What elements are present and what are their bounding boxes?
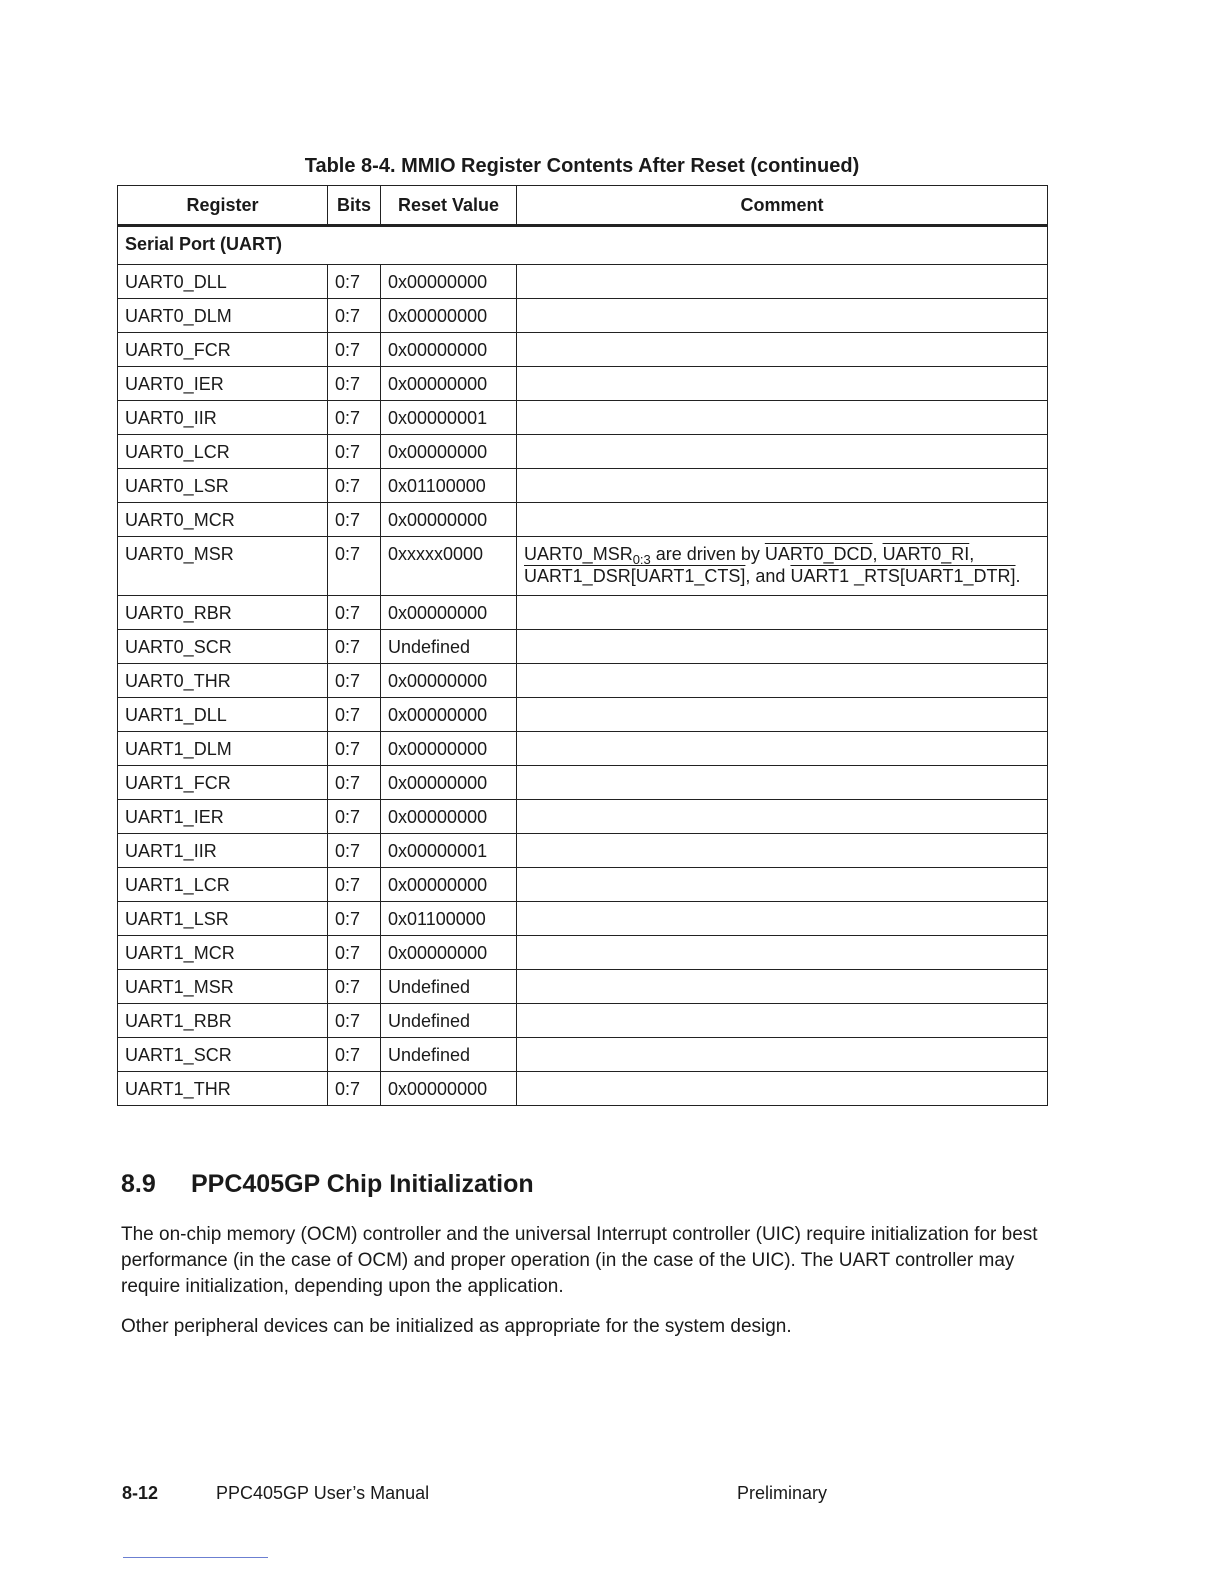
register-cell: UART0_MSR [118,537,328,596]
body-paragraph: Other peripheral devices can be initialized as appropriate for the system design. [121,1316,792,1337]
section-row [118,226,1048,265]
comment-text: UART0_DCD [764,544,873,564]
comment-cell [517,503,1048,537]
reset-value-cell: 0x00000000 [381,1072,517,1106]
reset-value-cell: 0x00000000 [381,333,517,367]
comment-cell [517,435,1048,469]
comment-cell [517,265,1048,299]
reset-value-cell: 0x00000000 [381,664,517,698]
register-cell: UART0_DLM [118,299,328,333]
reset-value-cell: 0x00000001 [381,401,517,435]
register-cell: UART0_THR [118,664,328,698]
reset-value-cell: 0x00000000 [381,732,517,766]
register-cell: UART0_MCR [118,503,328,537]
body-paragraph: The on-chip memory (OCM) controller and the universal Interrupt controller (UIC) require initialization for best performance (in the case of OCM) and proper operation (in the case of the UIC). The UART controller may require initialization, depending upon the application. [121,1224,1038,1297]
register-cell: UART1_IIR [118,834,328,868]
reset-value-cell: 0x00000000 [381,265,517,299]
table-header-row [118,186,1048,226]
table-row [118,936,1048,970]
comment-text: , [969,544,975,564]
table-title: Table 8-4. MMIO Register Contents After Reset (continued) [304,155,860,177]
reset-value-cell: 0x01100000 [381,902,517,936]
register-cell: UART1_THR [118,1072,328,1106]
comment-cell [517,902,1048,936]
table-row [118,333,1048,367]
reset-value-cell: 0x00000000 [381,435,517,469]
bits-cell: 0:7 [328,1072,381,1106]
table-row [118,503,1048,537]
register-cell: UART1_SCR [118,1038,328,1072]
bits-cell: 0:7 [328,868,381,902]
reset-value-cell: 0x00000000 [381,596,517,630]
comment-cell [517,1038,1048,1072]
comment-text: UART0_MSR [524,544,633,564]
table-row [118,1038,1048,1072]
register-cell: UART0_FCR [118,333,328,367]
comment-cell [517,834,1048,868]
bits-cell: 0:7 [328,936,381,970]
table-row [118,732,1048,766]
section-label: Serial Port (UART) [118,226,1048,265]
reset-value-cell: 0x00000000 [381,868,517,902]
comment-text: , and [745,566,791,586]
bits-cell: 0:7 [328,698,381,732]
register-cell: UART1_FCR [118,766,328,800]
table-row [118,596,1048,630]
comment-text: 0:3 [632,552,651,567]
bits-cell: 0:7 [328,537,381,596]
section-heading [121,1170,534,1199]
register-cell: UART1_DLM [118,732,328,766]
comment-cell [517,936,1048,970]
comment-cell [517,766,1048,800]
register-cell: UART0_IER [118,367,328,401]
comment-text: UART1_DSR[UART1_CTS] [524,566,746,586]
table-row [118,664,1048,698]
bits-cell: 0:7 [328,435,381,469]
table-row [118,299,1048,333]
comment-text: , [872,544,883,564]
bits-cell: 0:7 [328,401,381,435]
table-row [118,401,1048,435]
comment-text: UART0_RI [882,544,970,564]
table-row [118,698,1048,732]
page-edge-mark [123,1557,268,1558]
footer-status: Preliminary [737,1483,828,1503]
footer-page-number: 8-12 [122,1483,159,1503]
bits-cell: 0:7 [328,265,381,299]
comment-cell [517,970,1048,1004]
reset-value-cell: Undefined [381,970,517,1004]
table-row [118,630,1048,664]
register-cell: UART0_RBR [118,596,328,630]
register-cell: UART0_LSR [118,469,328,503]
reset-value-cell: Undefined [381,630,517,664]
bits-cell: 0:7 [328,800,381,834]
table-row [118,537,1048,596]
table-row [118,834,1048,868]
table-row [118,902,1048,936]
register-cell: UART1_MSR [118,970,328,1004]
table-row [118,435,1048,469]
reset-value-cell: 0x00000000 [381,503,517,537]
section-number: 8.9 [121,1170,156,1198]
reset-value-cell: 0x00000000 [381,698,517,732]
comment-cell [517,868,1048,902]
comment-cell [517,732,1048,766]
header-reset-value: Reset Value [381,186,517,226]
table-row [118,1004,1048,1038]
section-title: PPC405GP Chip Initialization [191,1170,534,1198]
comment-cell [517,698,1048,732]
header-comment: Comment [517,186,1048,226]
comment-cell [517,469,1048,503]
bits-cell: 0:7 [328,367,381,401]
register-cell: UART0_SCR [118,630,328,664]
bits-cell: 0:7 [328,970,381,1004]
comment-cell [517,537,1048,596]
register-cell: UART1_MCR [118,936,328,970]
comment-text: are driven by [650,544,765,564]
reset-value-cell: Undefined [381,1038,517,1072]
bits-cell: 0:7 [328,834,381,868]
table-row [118,469,1048,503]
register-cell: UART1_IER [118,800,328,834]
register-cell: UART1_LCR [118,868,328,902]
comment-text: UART1 _RTS[UART1_DTR] [790,566,1016,586]
comment-cell [517,800,1048,834]
reset-value-cell: 0x01100000 [381,469,517,503]
reset-value-cell: 0x00000000 [381,800,517,834]
footer-manual-title: PPC405GP User’s Manual [216,1483,430,1503]
comment-cell [517,596,1048,630]
reset-value-cell: 0xxxxx0000 [381,537,517,596]
comment-cell [517,1072,1048,1106]
bits-cell: 0:7 [328,732,381,766]
bits-cell: 0:7 [328,1004,381,1038]
reset-value-cell: 0x00000000 [381,766,517,800]
table-row [118,800,1048,834]
bits-cell: 0:7 [328,630,381,664]
table-row [118,868,1048,902]
bits-cell: 0:7 [328,1038,381,1072]
table-row [118,265,1048,299]
bits-cell: 0:7 [328,503,381,537]
register-cell: UART0_LCR [118,435,328,469]
table-row [118,367,1048,401]
bits-cell: 0:7 [328,664,381,698]
comment-cell [517,1004,1048,1038]
reset-value-cell: 0x00000000 [381,367,517,401]
bits-cell: 0:7 [328,596,381,630]
register-cell: UART0_IIR [118,401,328,435]
bits-cell: 0:7 [328,902,381,936]
register-cell: UART1_DLL [118,698,328,732]
table-row [118,970,1048,1004]
register-cell: UART1_LSR [118,902,328,936]
comment-cell [517,299,1048,333]
table-row [118,766,1048,800]
comment-cell [517,367,1048,401]
bits-cell: 0:7 [328,333,381,367]
comment-text: . [1015,566,1021,586]
comment-cell [517,333,1048,367]
comment-cell [517,630,1048,664]
reset-value-cell: 0x00000001 [381,834,517,868]
table-row [118,1072,1048,1106]
bits-cell: 0:7 [328,469,381,503]
register-cell: UART0_DLL [118,265,328,299]
reset-value-cell: Undefined [381,1004,517,1038]
header-register: Register [118,186,328,226]
register-cell: UART1_RBR [118,1004,328,1038]
header-bits: Bits [328,186,381,226]
reset-value-cell: 0x00000000 [381,299,517,333]
bits-cell: 0:7 [328,299,381,333]
comment-cell [517,401,1048,435]
bits-cell: 0:7 [328,766,381,800]
register-table [117,185,1048,1106]
comment-cell [517,664,1048,698]
reset-value-cell: 0x00000000 [381,936,517,970]
